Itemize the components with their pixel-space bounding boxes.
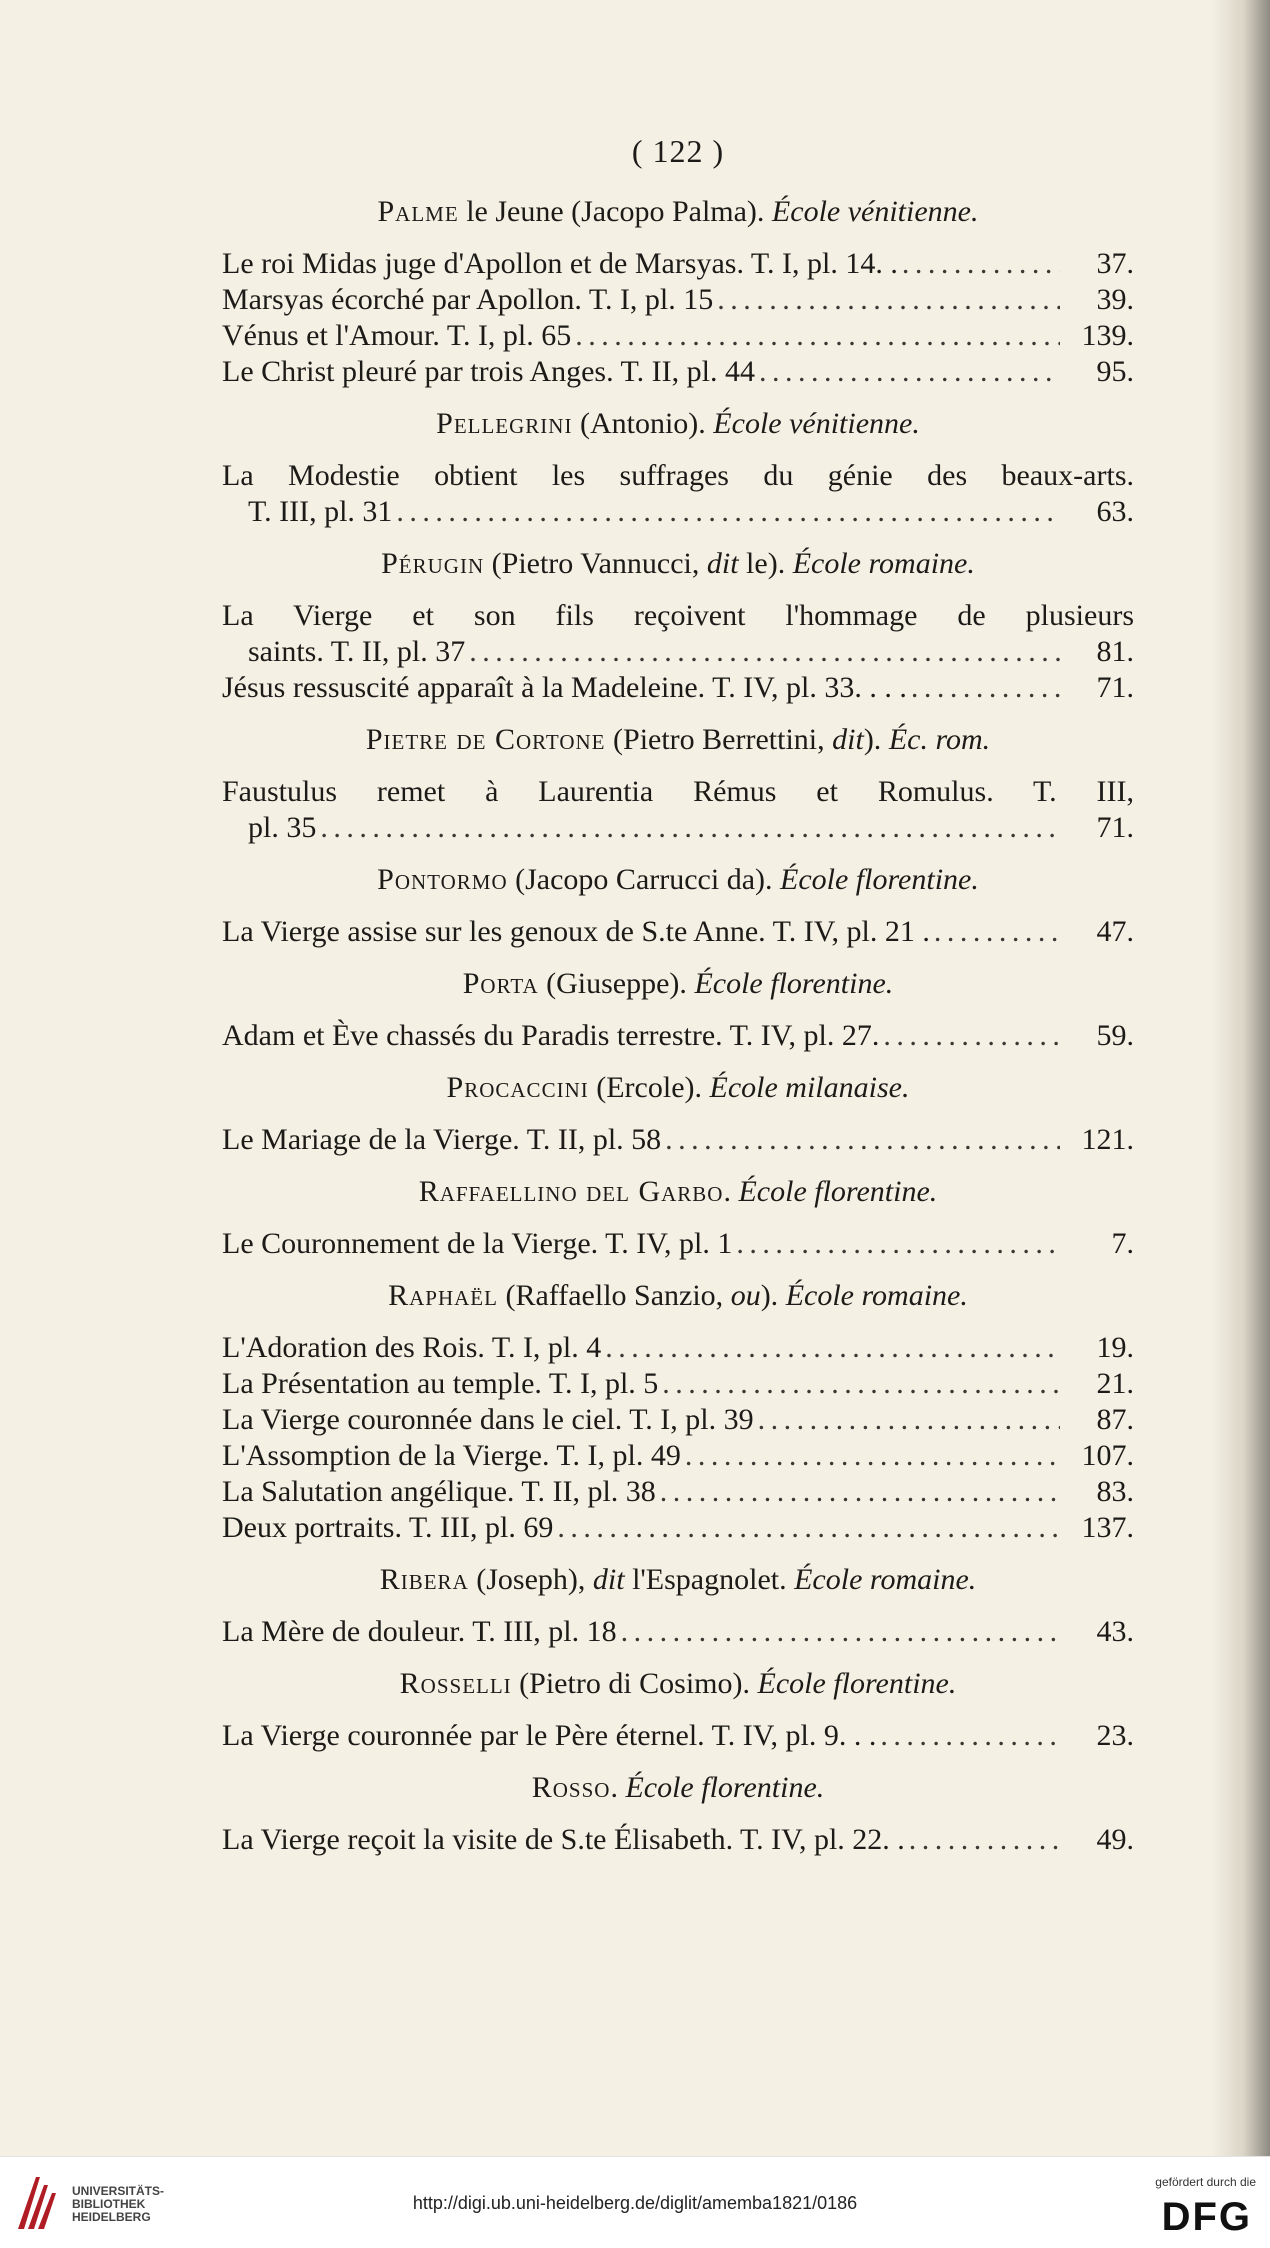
index-entry (222, 1474, 1134, 1510)
dot-leader (934, 914, 1060, 950)
entry-title: La Vierge et son fils reçoivent l'hommage de plusieurs (222, 599, 1134, 632)
dot-leader (660, 1474, 1060, 1510)
artist-details: le Jeune (Jacopo Palma). (458, 195, 772, 228)
entry-page-number: 83. (1096, 1475, 1134, 1508)
artist-details: (Jacopo Carrucci da). (507, 863, 781, 896)
dot-leader (902, 246, 1060, 282)
entry-title: L'Assomption de la Vierge. T. I, pl. 49 (222, 1439, 681, 1472)
entry-page-number: 19. (1096, 1331, 1134, 1364)
entry-page-number: 49. (1096, 1823, 1134, 1856)
library-line: HEIDELBERG (72, 2210, 151, 2224)
entry-page-number: 81. (1096, 635, 1134, 668)
entry-page-number: 39. (1096, 283, 1134, 316)
artist-details: ). (863, 723, 889, 756)
artist-details: le). (738, 547, 793, 580)
library-line: UNIVERSITÄTS- (72, 2184, 165, 2198)
entry-page-number: 21. (1096, 1367, 1134, 1400)
artist-details: . (610, 1771, 626, 1804)
artist-heading (222, 1276, 1134, 1316)
entry-title: La Salutation angélique. T. II, pl. 38 (222, 1475, 656, 1508)
entry-title-continued: T. III, pl. 31 (248, 495, 393, 528)
entry-title: La Mère de douleur. T. III, pl. 18 (222, 1615, 617, 1648)
index-sections (222, 192, 1134, 1858)
index-entry (222, 1402, 1134, 1438)
entry-title-continued: saints. T. II, pl. 37 (248, 635, 466, 668)
index-entry (222, 1366, 1134, 1402)
artist-details: (Joseph), (468, 1563, 593, 1596)
entry-title: Le Mariage de la Vierge. T. II, pl. 58 (222, 1123, 662, 1156)
dot-leader (396, 494, 1060, 530)
artist-school: École romaine. (785, 1279, 968, 1312)
entry-title: Le Couronnement de la Vierge. T. IV, pl. 1 (222, 1227, 733, 1260)
artist-heading (222, 860, 1134, 900)
artist-school: École romaine. (794, 1563, 977, 1596)
artist-school: École florentine. (694, 967, 894, 1000)
artist-details: (Raffaello Sanzio, (497, 1279, 731, 1312)
index-entry (222, 1330, 1134, 1366)
artist-name: Palme (377, 195, 459, 228)
entry-title: La Présentation au temple. T. I, pl. 5 (222, 1367, 659, 1400)
artist-heading (222, 964, 1134, 1004)
artist-details: (Giuseppe). (538, 967, 695, 1000)
entry-page-number: 121. (1081, 1123, 1134, 1156)
index-entry (222, 1122, 1134, 1158)
index-entry (222, 1510, 1134, 1546)
permalink-url[interactable]: http://digi.ub.uni-heidelberg.de/diglit/amemba1821/0186 (412, 2193, 858, 2213)
artist-heading (222, 1768, 1134, 1808)
artist-name: Pietre de Cortone (365, 723, 606, 756)
artist-name: Procaccini (446, 1071, 589, 1104)
artist-details: ). (760, 1279, 786, 1312)
artist-school: École florentine. (780, 863, 979, 896)
dot-leader (605, 1330, 1060, 1366)
dot-leader (736, 1226, 1060, 1262)
entry-page-number: 139. (1081, 319, 1134, 352)
entry-title: Faustulus remet à Laurentia Rémus et Romulus. T. III, (222, 775, 1134, 808)
entry-title: La Modestie obtient les suffrages du génie des beaux-arts. (222, 459, 1134, 492)
artist-alias-marker: dit (592, 1563, 625, 1596)
artist-school: École florentine. (625, 1771, 825, 1804)
artist-details: (Pietro Vannucci, (484, 547, 707, 580)
artist-name: Rosselli (399, 1667, 512, 1700)
entry-page-number: 47. (1096, 915, 1134, 948)
artist-name: Pérugin (381, 547, 485, 580)
entry-title: Marsyas écorché par Apollon. T. I, pl. 15 (222, 283, 714, 316)
index-entry (222, 246, 1134, 282)
artist-details: (Pietro Berrettini, (605, 723, 833, 756)
funding-caption: gefördert durch die (1155, 2175, 1256, 2189)
index-entry (222, 1822, 1134, 1858)
entry-title-continued: pl. 35 (248, 811, 317, 844)
artist-details: . (723, 1175, 739, 1208)
entry-page-number: 63. (1096, 495, 1134, 528)
entry-title: Jésus ressuscité apparaît à la Madeleine. T. IV, pl. 33. . . . (222, 671, 907, 704)
dot-leader (575, 318, 1060, 354)
index-entry (222, 914, 1134, 950)
entry-page-number: 23. (1096, 1719, 1134, 1752)
artist-alias-marker: dit (832, 723, 864, 756)
entry-title: Le roi Midas juge d'Apollon et de Marsyas. T. I, pl. 14. . (222, 247, 898, 280)
entry-title: Deux portraits. T. III, pl. 69 (222, 1511, 554, 1544)
entry-page-number: 107. (1081, 1439, 1134, 1472)
dot-leader (621, 1614, 1060, 1650)
viewer-footer (0, 2156, 1270, 2248)
library-line: BIBLIOTHEK (72, 2197, 146, 2211)
index-entry (222, 282, 1134, 318)
dot-leader (685, 1438, 1060, 1474)
artist-heading (222, 404, 1134, 444)
artist-school: École vénitienne. (713, 407, 920, 440)
artist-name: Ribera (379, 1563, 469, 1596)
artist-heading (222, 192, 1134, 232)
page-number: ( 122 ) (631, 133, 725, 169)
index-entry (222, 670, 1134, 706)
artist-name: Rosso (531, 1771, 611, 1804)
entry-title: Adam et Ève chassés du Paradis terrestre. T. IV, pl. 27. (222, 1019, 880, 1052)
dot-leader (758, 1402, 1060, 1438)
artist-name: Pellegrini (436, 407, 573, 440)
index-entry (222, 1226, 1134, 1262)
dot-leader (717, 282, 1060, 318)
artist-heading (222, 1172, 1134, 1212)
artist-details: l'Espagnolet. (624, 1563, 795, 1596)
artist-alias-marker: ou (730, 1279, 761, 1312)
dot-leader (909, 1822, 1060, 1858)
index-entry (222, 1614, 1134, 1650)
entry-title: La Vierge couronnée dans le ciel. T. I, pl. 39 (222, 1403, 754, 1436)
entry-page-number: 95. (1096, 355, 1134, 388)
artist-name: Pontormo (377, 863, 508, 896)
entry-page-number: 137. (1081, 1511, 1134, 1544)
artist-alias-marker: dit (706, 547, 739, 580)
artist-school: École florentine. (738, 1175, 938, 1208)
entry-page-number: 87. (1096, 1403, 1134, 1436)
dot-leader (911, 670, 1060, 706)
dot-leader (320, 810, 1060, 846)
artist-details: (Ercole). (588, 1071, 710, 1104)
page-edge-shadow (1212, 0, 1270, 2156)
entry-page-number: 59. (1096, 1019, 1134, 1052)
dfg-logo: DFG (1161, 2195, 1252, 2239)
index-entry (222, 1018, 1134, 1054)
artist-heading (222, 1068, 1134, 1108)
entry-page-number: 43. (1096, 1615, 1134, 1648)
index-entry (222, 774, 1134, 846)
artist-school: École florentine. (757, 1667, 957, 1700)
artist-name: Porta (462, 967, 539, 1000)
entry-page-number: 7. (1111, 1227, 1134, 1260)
artist-name: Raphaël (388, 1279, 498, 1312)
artist-school: École romaine. (792, 547, 975, 580)
artist-school: Éc. rom. (888, 723, 991, 756)
artist-heading (222, 1664, 1134, 1704)
artist-school: École vénitienne. (771, 195, 979, 228)
entry-title: L'Adoration des Rois. T. I, pl. 4 (222, 1331, 602, 1364)
entry-page-number: 37. (1096, 247, 1134, 280)
entry-continuation (222, 634, 1134, 670)
entry-page-number: 71. (1096, 811, 1134, 844)
artist-details: (Antonio). (572, 407, 714, 440)
dot-leader (880, 1718, 1060, 1754)
artist-name: Raffaellino del Garbo (418, 1175, 724, 1208)
artist-heading (222, 720, 1134, 760)
page-content (222, 130, 1134, 1858)
dot-leader (665, 1122, 1060, 1158)
entry-title: La Vierge reçoit la visite de S.te Élisabeth. T. IV, pl. 22. . (222, 1823, 905, 1856)
dot-leader (662, 1366, 1060, 1402)
index-entry (222, 598, 1134, 670)
index-entry (222, 354, 1134, 390)
entry-continuation (222, 810, 1134, 846)
index-entry (222, 318, 1134, 354)
dot-leader (759, 354, 1060, 390)
dot-leader (557, 1510, 1060, 1546)
entry-title: La Vierge couronnée par le Père éternel. T. IV, pl. 9. . . (222, 1719, 877, 1752)
index-entry (222, 1718, 1134, 1754)
entry-title: Le Christ pleuré par trois Anges. T. II, pl. 44 (222, 355, 755, 388)
index-entry (222, 1438, 1134, 1474)
index-entry (222, 458, 1134, 530)
entry-title: La Vierge assise sur les genoux de S.te Anne. T. IV, pl. 21 . (222, 915, 930, 948)
entry-continuation (222, 494, 1134, 530)
artist-heading (222, 1560, 1134, 1600)
artist-school: École milanaise. (709, 1071, 910, 1104)
dot-leader (883, 1018, 1060, 1054)
artist-heading (222, 544, 1134, 584)
dot-leader (469, 634, 1060, 670)
entry-title: Vénus et l'Amour. T. I, pl. 65 (222, 319, 572, 352)
artist-details: (Pietro di Cosimo). (511, 1667, 758, 1700)
entry-page-number: 71. (1096, 671, 1134, 704)
